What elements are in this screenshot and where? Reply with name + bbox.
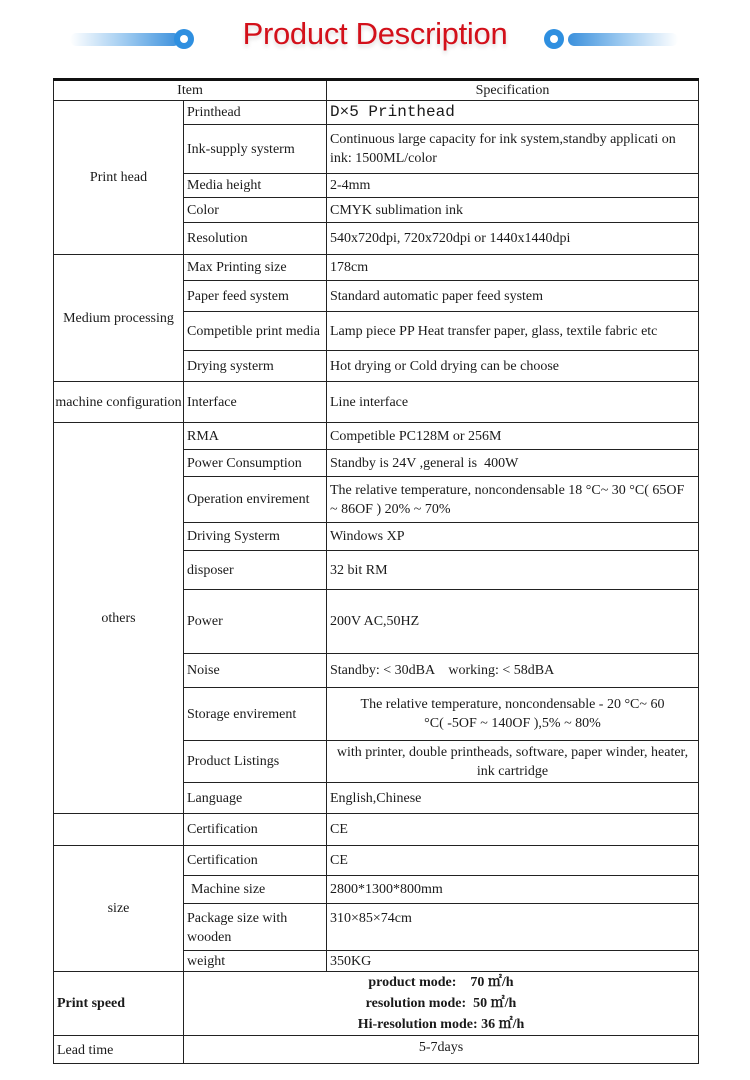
print-speed-values <box>184 972 699 1036</box>
group-lead-time: Lead time <box>54 1036 184 1064</box>
table-row <box>54 972 699 1036</box>
spec-value: 2-4mm <box>327 174 699 198</box>
item-label: Max Printing size <box>184 255 327 281</box>
spec-value: 178cm <box>327 255 699 281</box>
print-speed-hi-resolution-mode: Hi-resolution mode: 36 ㎡/h <box>357 1017 525 1032</box>
page-title: Product Description <box>242 16 508 51</box>
spec-value: Standby: < 30dBA working: < 58dBA <box>327 654 699 688</box>
table-row <box>54 1036 699 1064</box>
item-label: Competible print media <box>184 312 327 351</box>
spec-value: 2800*1300*800mm <box>327 876 699 904</box>
spec-value: Competible PC128M or 256M <box>327 423 699 450</box>
circle-dot-icon <box>174 29 194 49</box>
item-label: Paper feed system <box>184 281 327 312</box>
spec-value: The relative temperature, noncondensable - 20 °C~ 60 °C( -5OF ~ 140OF ),5% ~ 80% <box>327 688 699 741</box>
item-label: Interface <box>184 382 327 423</box>
table-row <box>54 846 699 876</box>
item-label: Product Listings <box>184 741 327 783</box>
section-banner <box>0 0 750 78</box>
group-medium-processing: Medium processing <box>54 255 184 382</box>
item-label: Certification <box>184 846 327 876</box>
item-label: Drying systerm <box>184 351 327 382</box>
spec-value: Line interface <box>327 382 699 423</box>
item-label: Storage envirement <box>184 688 327 741</box>
circle-dot-icon <box>544 29 564 49</box>
group-size: size <box>54 846 184 972</box>
header-item: Item <box>54 80 327 101</box>
spec-value: The relative temperature, noncondensable 18 °C~ 30 °C( 65OF ~ 86OF ) 20% ~ 70% <box>327 477 699 523</box>
item-label: Power Consumption <box>184 450 327 477</box>
item-label: Noise <box>184 654 327 688</box>
item-label: Certification <box>184 814 327 846</box>
spec-value: CE <box>327 846 699 876</box>
spec-value: 310×85×74cm <box>327 904 699 951</box>
item-label: Media height <box>184 174 327 198</box>
table-row <box>54 814 699 846</box>
spec-value: D×5 Printhead <box>327 101 699 125</box>
item-label: weight <box>184 951 327 972</box>
lead-time-value: 5-7days <box>184 1036 699 1064</box>
item-label: disposer <box>184 551 327 590</box>
group-print-speed: Print speed <box>54 972 184 1036</box>
item-label: Color <box>184 198 327 223</box>
spec-table <box>53 78 699 1064</box>
item-label: Language <box>184 783 327 814</box>
item-label: Resolution <box>184 223 327 255</box>
item-label: Ink-supply systerm <box>184 125 327 174</box>
spec-value: 200V AC,50HZ <box>327 590 699 654</box>
print-speed-product-mode: product mode: 70 ㎡/h <box>368 975 514 990</box>
item-label: Power <box>184 590 327 654</box>
decorative-bar-right <box>568 33 678 46</box>
table-header-row <box>54 80 699 101</box>
table-row <box>54 101 699 125</box>
spec-value: Continuous large capacity for ink system,standby applicati on ink: 1500ML/color <box>327 125 699 174</box>
table-row <box>54 382 699 423</box>
item-label: Package size with wooden <box>184 904 327 951</box>
spec-value: Hot drying or Cold drying can be choose <box>327 351 699 382</box>
spec-value: 350KG <box>327 951 699 972</box>
item-label: Driving Systerm <box>184 523 327 551</box>
spec-value: CE <box>327 814 699 846</box>
print-speed-resolution-mode: resolution mode: 50 ㎡/h <box>365 996 517 1011</box>
table-row <box>54 255 699 281</box>
item-label: RMA <box>184 423 327 450</box>
spec-value: Lamp piece PP Heat transfer paper, glass, textile fabric etc <box>327 312 699 351</box>
spec-value: Standard automatic paper feed system <box>327 281 699 312</box>
spec-value: Standby is 24V ,general is 400W <box>327 450 699 477</box>
spec-value: 32 bit RM <box>327 551 699 590</box>
spec-value: Windows XP <box>327 523 699 551</box>
spec-value: English,Chinese <box>327 783 699 814</box>
table-row <box>54 423 699 450</box>
decorative-bar-left <box>70 33 180 46</box>
group-others: others <box>54 423 184 814</box>
spec-value: 540x720dpi, 720x720dpi or 1440x1440dpi <box>327 223 699 255</box>
spec-value: with printer, double printheads, software, paper winder, heater, ink cartridge <box>327 741 699 783</box>
item-label: Operation envirement <box>184 477 327 523</box>
item-label: Printhead <box>184 101 327 125</box>
spec-value: CMYK sublimation ink <box>327 198 699 223</box>
header-specification: Specification <box>327 80 699 101</box>
group-blank <box>54 814 184 846</box>
group-machine-configuration: machine configuration <box>54 382 184 423</box>
group-print-head: Print head <box>54 101 184 255</box>
item-label: Machine size <box>184 876 327 904</box>
